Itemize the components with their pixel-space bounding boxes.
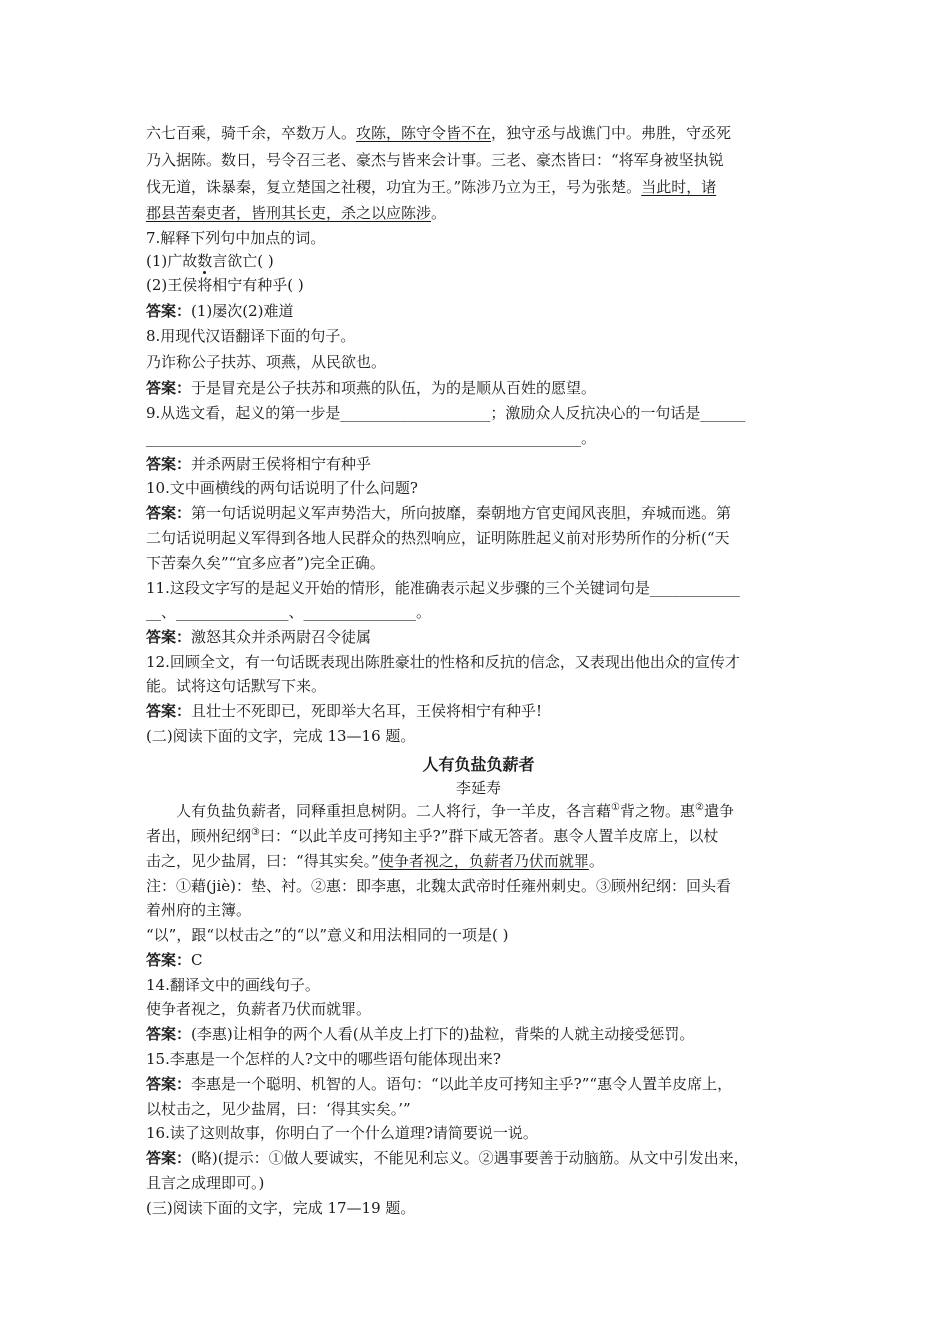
passage-line-2: 乃入据陈。数日，号令召三老、豪杰与皆来会计事。三老、豪杰皆曰：“将军身被坚执锐 (146, 151, 724, 169)
answer-text: 第一句话说明起义军声势浩大，所向披靡，秦朝地方官吏闻风丧胆，弃城而逃。第 (191, 504, 732, 522)
answer-15-line-2: 以杖击之，见少盐屑，曰：‘得其实矣。’” (146, 1100, 411, 1118)
answer-11 (146, 627, 811, 647)
question-13: “以”，跟“以杖击之”的“以”意义和用法相同的一项是( ) (146, 926, 509, 944)
answer-13 (146, 950, 811, 970)
item-text: (1)广故 (146, 252, 198, 270)
passage-text: 六七百乘，骑千余，卒数万人。 (146, 124, 357, 142)
answer-text: (1)屡次(2)难道 (191, 302, 294, 320)
footnote-marker: ② (695, 802, 704, 813)
passage-2-line-1 (146, 801, 811, 821)
passage-text: 人有负盐负薪者，同释重担息树阴。二人将行，争一羊皮，各言藉 (176, 802, 612, 820)
answer-text: 且壮士不死即已，死即举大名耳，王侯将相宁有种乎! (191, 702, 543, 720)
answer-text: 激怒其众并杀两尉召令徒属 (191, 628, 372, 646)
answer-text: (略)(提示：①做人要诚实，不能见利忘义。②遇事要善于动脑筋。从文中引发出来， (191, 1149, 749, 1167)
answer-text: (李惠)让相争的两个人看(从羊皮上打下的)盐粒，背柴的人就主动接受惩罚。 (191, 1025, 695, 1043)
passage-2-line-3 (146, 851, 811, 871)
passage-text: 伐无道，诛暴秦，复立楚国之社稷，功宜为王。”陈涉乃立为王，号为张楚。 (146, 178, 642, 196)
question-11-line-1: 11.这段文字写的是起义开始的情形，能准确表示起义步骤的三个关键词句是____________ (146, 579, 740, 597)
question-9-line-2: __________________________________________________________。 (146, 429, 597, 447)
underlined-sentence: 使争者视之，负薪者乃伏而就罪 (378, 852, 589, 870)
answer-text: C (191, 951, 203, 969)
passage-text: 击之，见少盐屑，曰：“得其实矣。” (146, 852, 379, 870)
passage-text: 背之物。惠 (619, 802, 695, 820)
answer-label: 答案： (146, 951, 192, 969)
underlined-sentence: 攻陈，陈守令皆不在 (356, 124, 492, 142)
question-16: 16.读了这则故事，你明白了一个什么道理?请简要说一说。 (146, 1124, 538, 1142)
passage-author: 李延寿 (455, 779, 501, 797)
passage-text: 遣争 (703, 802, 734, 820)
answer-7 (146, 301, 811, 321)
passage-text: 者出，顾州纪纲 (146, 827, 252, 845)
question-7-item-2: (2)王侯将相宁有种乎( ) (146, 276, 304, 294)
answer-8 (146, 378, 811, 398)
underlined-sentence: 当此时，诸 (641, 178, 717, 196)
passage-text: ，独守丞与战谯门中。弗胜，守丞死 (491, 124, 732, 142)
passage-line-1 (146, 123, 811, 143)
question-15: 15.李惠是一个怎样的人?文中的哪些语句能体现出来? (146, 1050, 501, 1068)
answer-text: 并杀两尉王侯将相宁有种乎 (191, 455, 372, 473)
question-9-line-1: 9.从选文看，起义的第一步是____________________；激励众人反抗决心的一句话是______ (146, 404, 746, 422)
question-12-line-1: 12.回顾全文，有一句话既表现出陈胜豪壮的性格和反抗的信念，又表现出他出众的宣传才 (146, 653, 740, 671)
footnote-line-1: 注：①藉(jiè)：垫、衬。②惠：即李惠，北魏太武帝时任雍州刺史。③顾州纪纲：回头看 (146, 877, 732, 895)
question-8: 8.用现代汉语翻译下面的句子。 (146, 327, 356, 345)
answer-16-line-2: 且言之成理即可。) (146, 1174, 265, 1192)
answer-label: 答案： (146, 1075, 192, 1093)
question-7-item-1 (146, 251, 811, 271)
answer-label: 答案： (146, 1149, 192, 1167)
item-text: 言欲亡( ) (212, 252, 274, 270)
footnote-marker: ③ (251, 827, 260, 838)
passage-title: 人有负盐负薪者 (422, 755, 535, 774)
answer-15-line-1 (146, 1074, 811, 1094)
answer-label: 答案： (146, 1025, 192, 1043)
question-7: 7.解释下列句中加点的词。 (146, 229, 326, 247)
answer-text: 李惠是一个聪明、机智的人。语句：“以此羊皮可拷知主乎?”“惠令人置羊皮席上， (191, 1075, 733, 1093)
question-12-line-2: 能。试将这句话默写下来。 (146, 677, 327, 695)
passage-text: 。 (431, 204, 447, 222)
dotted-word: 数 (197, 252, 213, 270)
answer-label: 答案： (146, 302, 192, 320)
question-11-line-2: __、_______________、_______________。 (146, 603, 432, 621)
answer-label: 答案： (146, 379, 192, 397)
answer-10-line-1 (146, 503, 811, 523)
footnote-marker: ① (611, 802, 620, 813)
answer-label: 答案： (146, 455, 192, 473)
section-2-intro: (二)阅读下面的文字，完成 13—16 题。 (146, 727, 416, 745)
passage-text: 。 (588, 852, 604, 870)
footnote-line-2: 着州府的主簿。 (146, 901, 252, 919)
answer-text: 于是冒充是公子扶苏和项燕的队伍，为的是顺从百姓的愿望。 (191, 379, 597, 397)
question-14-sentence: 使争者视之，负薪者乃伏而就罪。 (146, 1000, 372, 1018)
underlined-sentence: 郡县苦秦吏者，皆刑其长吏，杀之以应陈涉 (146, 204, 432, 222)
answer-9 (146, 454, 811, 474)
passage-text: 曰：“以此羊皮可拷知主乎?”群下咸无答者。惠令人置羊皮席上，以杖 (259, 827, 719, 845)
answer-16-line-1 (146, 1148, 811, 1168)
answer-label: 答案： (146, 702, 192, 720)
answer-label: 答案： (146, 628, 192, 646)
answer-12 (146, 701, 811, 721)
question-10: 10.文中画横线的两句话说明了什么问题? (146, 479, 418, 497)
answer-label: 答案： (146, 504, 192, 522)
answer-10-line-3: 下苦秦久矣”“宜多应者”)完全正确。 (146, 554, 385, 572)
answer-14 (146, 1024, 811, 1044)
passage-line-3 (146, 177, 811, 197)
passage-line-4 (146, 203, 811, 223)
passage-2-line-2 (146, 826, 811, 846)
answer-10-line-2: 二句话说明起义军得到各地人民群众的热烈响应，证明陈胜起义前对形势所作的分析(“天 (146, 529, 730, 547)
question-14: 14.翻译文中的画线句子。 (146, 976, 320, 994)
section-3-intro: (三)阅读下面的文字，完成 17—19 题。 (146, 1199, 416, 1217)
question-8-sentence: 乃诈称公子扶苏、项燕，从民欲也。 (146, 353, 387, 371)
